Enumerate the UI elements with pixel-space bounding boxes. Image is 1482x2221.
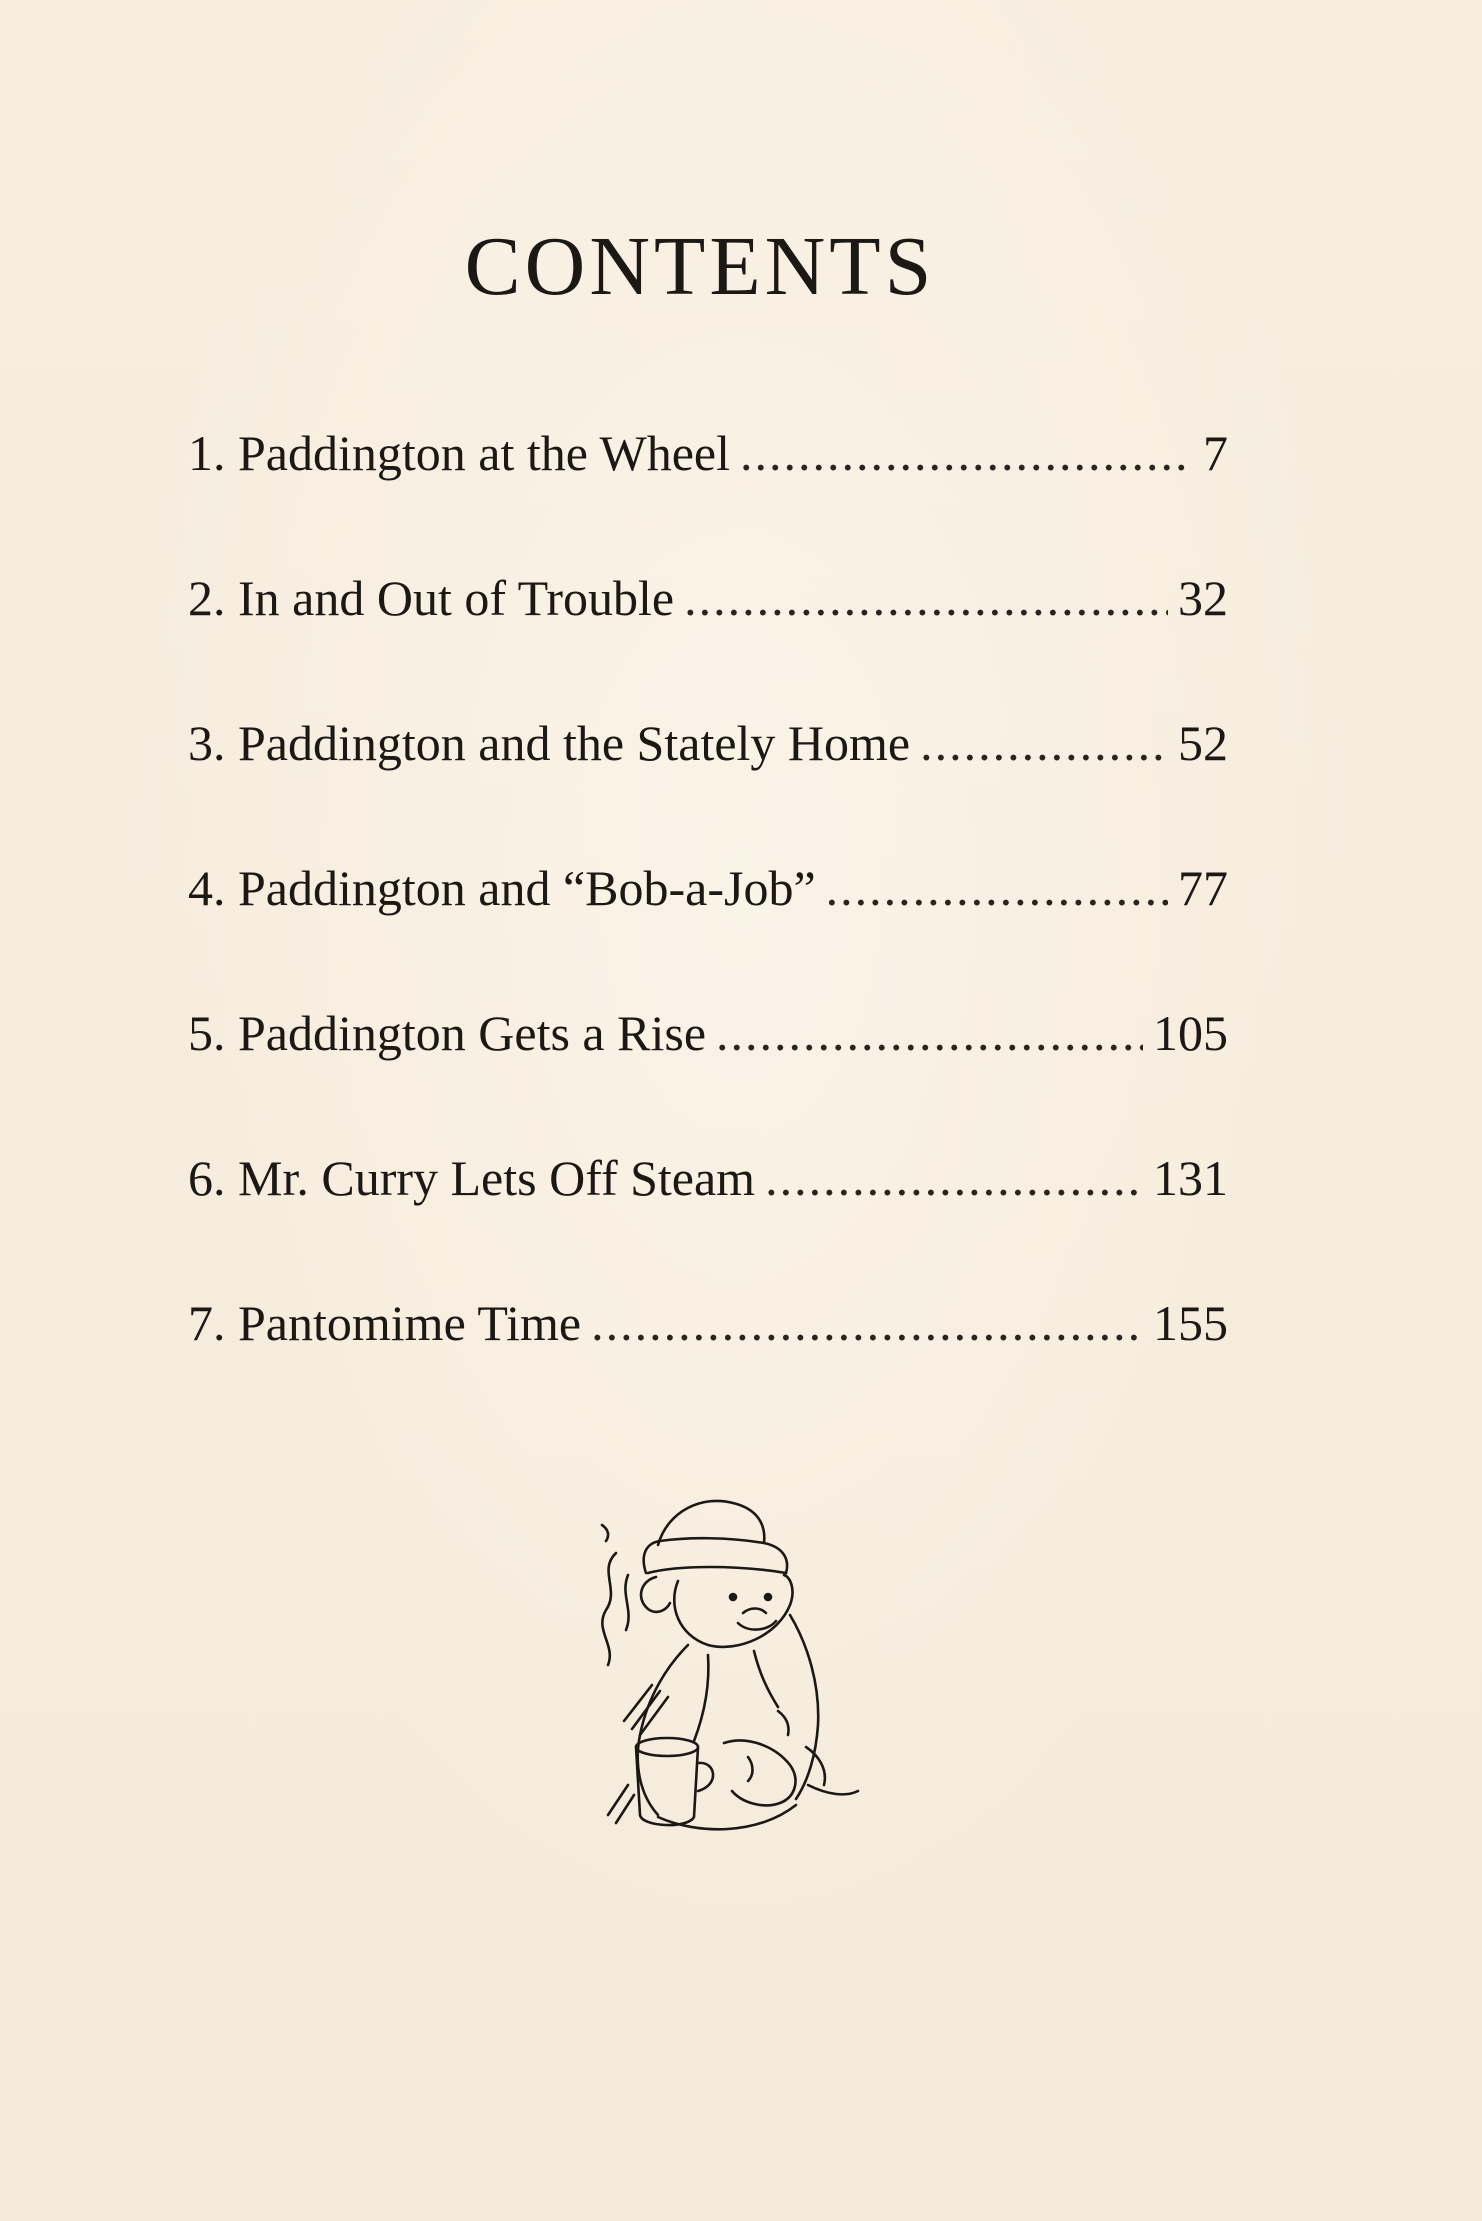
chapter-title: 5. Paddington Gets a Rise [188, 1005, 707, 1061]
page-number: 52 [1178, 715, 1228, 771]
chapter-title: 6. Mr. Curry Lets Off Steam [188, 1150, 756, 1206]
toc-entry-1[interactable] [188, 425, 1228, 573]
page-number: 105 [1153, 1005, 1228, 1061]
chapter-title: 7. Pantomime Time [188, 1295, 582, 1351]
page-number: 77 [1178, 860, 1228, 916]
toc-entry-6[interactable] [188, 1150, 1228, 1298]
dot-leader [920, 718, 1168, 768]
chapter-title: 3. Paddington and the Stately Home [188, 715, 911, 771]
dot-leader [740, 428, 1188, 478]
dot-leader [716, 1008, 1143, 1058]
dot-leader [684, 573, 1168, 623]
chapter-title: 4. Paddington and “Bob-a-Job” [188, 860, 816, 916]
toc-entry-4[interactable] [188, 860, 1228, 1008]
dot-leader [765, 1153, 1143, 1203]
toc-entry-3[interactable] [188, 715, 1228, 863]
dot-leader [591, 1298, 1143, 1348]
toc-entry-7[interactable] [188, 1295, 1228, 1443]
page-number: 131 [1153, 1150, 1228, 1206]
chapter-title: 1. Paddington at the Wheel [188, 425, 731, 481]
contents-heading: CONTENTS [464, 220, 936, 313]
toc-entry-5[interactable] [188, 1005, 1228, 1153]
toc-entry-2[interactable] [188, 570, 1228, 718]
bear-with-mug-icon [528, 1485, 868, 1865]
page-number: 7 [1203, 425, 1228, 481]
page-number: 155 [1153, 1295, 1228, 1351]
table-of-contents [188, 425, 1228, 1443]
chapter-title: 2. In and Out of Trouble [188, 570, 675, 626]
page-number: 32 [1178, 570, 1228, 626]
dot-leader [826, 863, 1168, 913]
